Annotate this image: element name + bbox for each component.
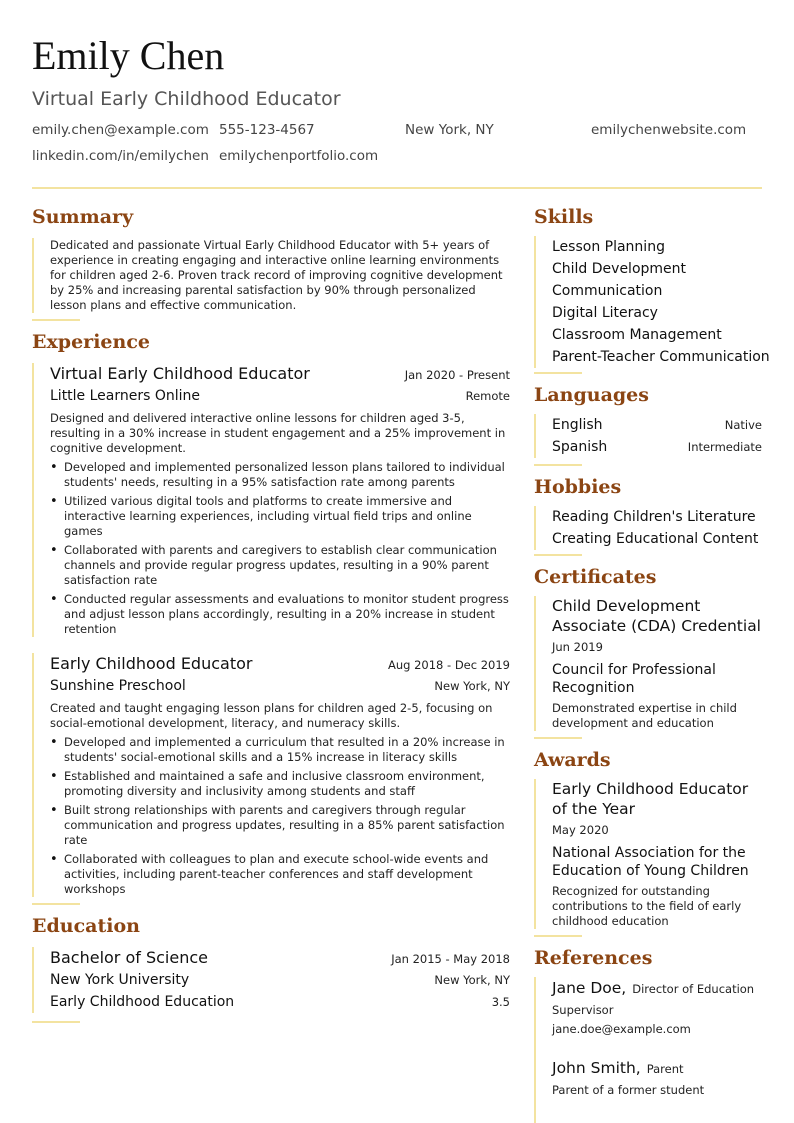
school: New York University: [50, 972, 190, 988]
award-title: Early Childhood Educator of the Year: [552, 780, 749, 818]
degree: Bachelor of Science: [50, 948, 208, 967]
education-section: [32, 913, 510, 1023]
skill-item: Communication: [552, 283, 663, 299]
field-of-study: Early Childhood Education: [50, 994, 235, 1010]
left-column: [32, 204, 510, 1023]
job-title: Virtual Early Childhood Educator: [50, 364, 310, 383]
contact-portfolio[interactable]: emilychenportfolio.com: [219, 148, 379, 164]
section-underline: [32, 903, 80, 905]
job-title: Early Childhood Educator: [50, 654, 253, 673]
job-company: Little Learners Online: [50, 388, 201, 404]
reference-role: Parent: [646, 1062, 684, 1076]
skill-item: Child Development: [552, 261, 687, 277]
certificates-heading: Certificates: [534, 566, 657, 588]
contact-location: New York, NY: [405, 122, 494, 138]
contact-email[interactable]: emily.chen@example.com: [32, 122, 209, 138]
language-name: Spanish: [552, 439, 608, 455]
hobbies-section: [534, 474, 762, 556]
education-date: Jan 2015 - May 2018: [391, 952, 510, 966]
references-section: [534, 945, 762, 1123]
bullet-item: • Conducted regular assessments and evaluations to monitor student progress and adjust lesson plans accordingly, resulting in a 20% increase in student retention: [50, 592, 510, 637]
certificate-date: Jun 2019: [552, 640, 603, 654]
contact-info: [32, 122, 762, 180]
awards-section: [534, 747, 762, 937]
language-level: Intermediate: [687, 440, 762, 454]
job-description: Created and taught engaging lesson plans for children aged 2-5, focusing on social-emotional development, literacy, and numeracy skills.: [50, 701, 493, 730]
header-divider: [32, 187, 762, 189]
certificate-entry: [534, 596, 762, 731]
language-row: [552, 436, 762, 458]
job-description: Designed and delivered interactive online lessons for children aged 3-5, resulting in a 30% increase in student engagement and a 25% improvement in cognitive development.: [50, 411, 506, 455]
section-underline: [534, 554, 582, 556]
candidate-title: Virtual Early Childhood Educator: [32, 88, 341, 110]
languages-list: [534, 414, 762, 458]
award-description: Recognized for outstanding contributions to the field of early childhood education: [552, 884, 742, 928]
certificate-org: Council for Professional Recognition: [552, 662, 716, 696]
school-location: New York, NY: [434, 973, 510, 987]
section-underline: [534, 935, 582, 937]
skills-heading: Skills: [534, 206, 594, 228]
language-level: Native: [724, 418, 762, 432]
summary-heading: Summary: [32, 206, 134, 228]
reference-name: John Smith,: [552, 1059, 641, 1077]
contact-website[interactable]: emilychenwebsite.com: [591, 122, 747, 138]
bullet-item: • Utilized various digital tools and platforms to create immersive and interactive learning experiences, including virtual field trips and online games: [50, 494, 510, 539]
hobbies-list: [534, 506, 762, 550]
awards-heading: Awards: [534, 749, 611, 771]
bullet-item: • Built strong relationships with parents and caregivers through regular communication and progress updates, resulting in a 85% parent satisfaction rate: [50, 803, 510, 848]
language-row: [552, 414, 762, 436]
section-underline: [32, 1021, 80, 1023]
job-company: Sunshine Preschool: [50, 678, 186, 694]
education-heading: Education: [32, 915, 140, 937]
section-underline: [534, 372, 582, 374]
experience-heading: Experience: [32, 331, 150, 353]
reference-role: Director of Education: [632, 982, 755, 996]
languages-section: [534, 382, 762, 466]
job-entry: [32, 653, 510, 897]
hobby-item: Creating Educational Content: [552, 531, 759, 547]
contact-linkedin[interactable]: linkedin.com/in/emilychen: [32, 148, 209, 164]
section-underline: [534, 737, 582, 739]
reference-email[interactable]: jane.doe@example.com: [552, 1022, 691, 1036]
bullet-item: • Developed and implemented personalized lesson plans tailored to individual students' needs, resulting in a 95% satisfaction rate among parents: [50, 460, 510, 490]
bullet-item: • Established and maintained a safe and inclusive classroom environment, promoting diversity and inclusivity among students and staff: [50, 769, 510, 799]
certificate-description: Demonstrated expertise in child development and education: [552, 701, 737, 730]
job-date: Aug 2018 - Dec 2019: [387, 658, 510, 672]
resume-header: [32, 30, 762, 180]
reference-entry: [534, 1047, 762, 1123]
experience-section: [32, 329, 510, 905]
skills-list: [534, 236, 770, 368]
award-date: May 2020: [552, 823, 609, 837]
contact-phone[interactable]: 555-123-4567: [219, 122, 315, 138]
certificate-title: Child Development Associate (CDA) Credential: [552, 597, 761, 635]
skill-item: Lesson Planning: [552, 239, 665, 255]
bullet-item: • Collaborated with colleagues to plan and execute school-wide events and activities, including parent-teacher conferences and staff development workshops: [50, 852, 510, 897]
certificates-section: [534, 564, 762, 739]
candidate-name: Emily Chen: [32, 33, 225, 78]
reference-name: Jane Doe,: [552, 979, 627, 997]
job-bullets: [50, 460, 510, 637]
reference-entry: [534, 977, 762, 1047]
hobby-item: Reading Children's Literature: [552, 509, 756, 525]
job-date: Jan 2020 - Present: [404, 368, 510, 382]
skills-section: [534, 204, 770, 374]
section-underline: [534, 464, 582, 466]
skill-item: Classroom Management: [552, 327, 722, 343]
summary-text: Dedicated and passionate Virtual Early Childhood Educator with 5+ years of experience in creating engaging and interactive online learning environments for children aged 2-6. Proven track record of improving cognitive development by 25% and increasing parental satisfaction by 90% through personalized lesson plans and effective communication.: [32, 238, 510, 313]
skill-item: Digital Literacy: [552, 305, 658, 321]
bullet-item: • Collaborated with parents and caregivers to establish clear communication channels and provide regular progress updates, resulting in a 90% parent satisfaction rate: [50, 543, 510, 588]
languages-heading: Languages: [534, 384, 649, 406]
language-name: English: [552, 417, 603, 433]
reference-relation: Parent of a former student: [552, 1083, 705, 1097]
right-column: [534, 204, 770, 1123]
reference-relation: Supervisor: [552, 1003, 614, 1017]
summary-section: [32, 204, 510, 321]
references-heading: References: [534, 947, 653, 969]
award-org: National Association for the Education of Young Children: [552, 845, 749, 879]
job-location: New York, NY: [434, 679, 510, 693]
job-entry: [32, 363, 510, 637]
gpa: 3.5: [491, 995, 510, 1009]
education-entry: [32, 947, 510, 1013]
skill-item: Parent-Teacher Communication: [552, 349, 770, 365]
section-underline: [32, 319, 80, 321]
job-location: Remote: [465, 389, 510, 403]
bullet-item: • Developed and implemented a curriculum that resulted in a 20% increase in students' social-emotional skills and a 15% increase in literacy skills: [50, 735, 510, 765]
award-entry: [534, 779, 762, 929]
hobbies-heading: Hobbies: [534, 476, 622, 498]
job-bullets: [50, 735, 510, 897]
